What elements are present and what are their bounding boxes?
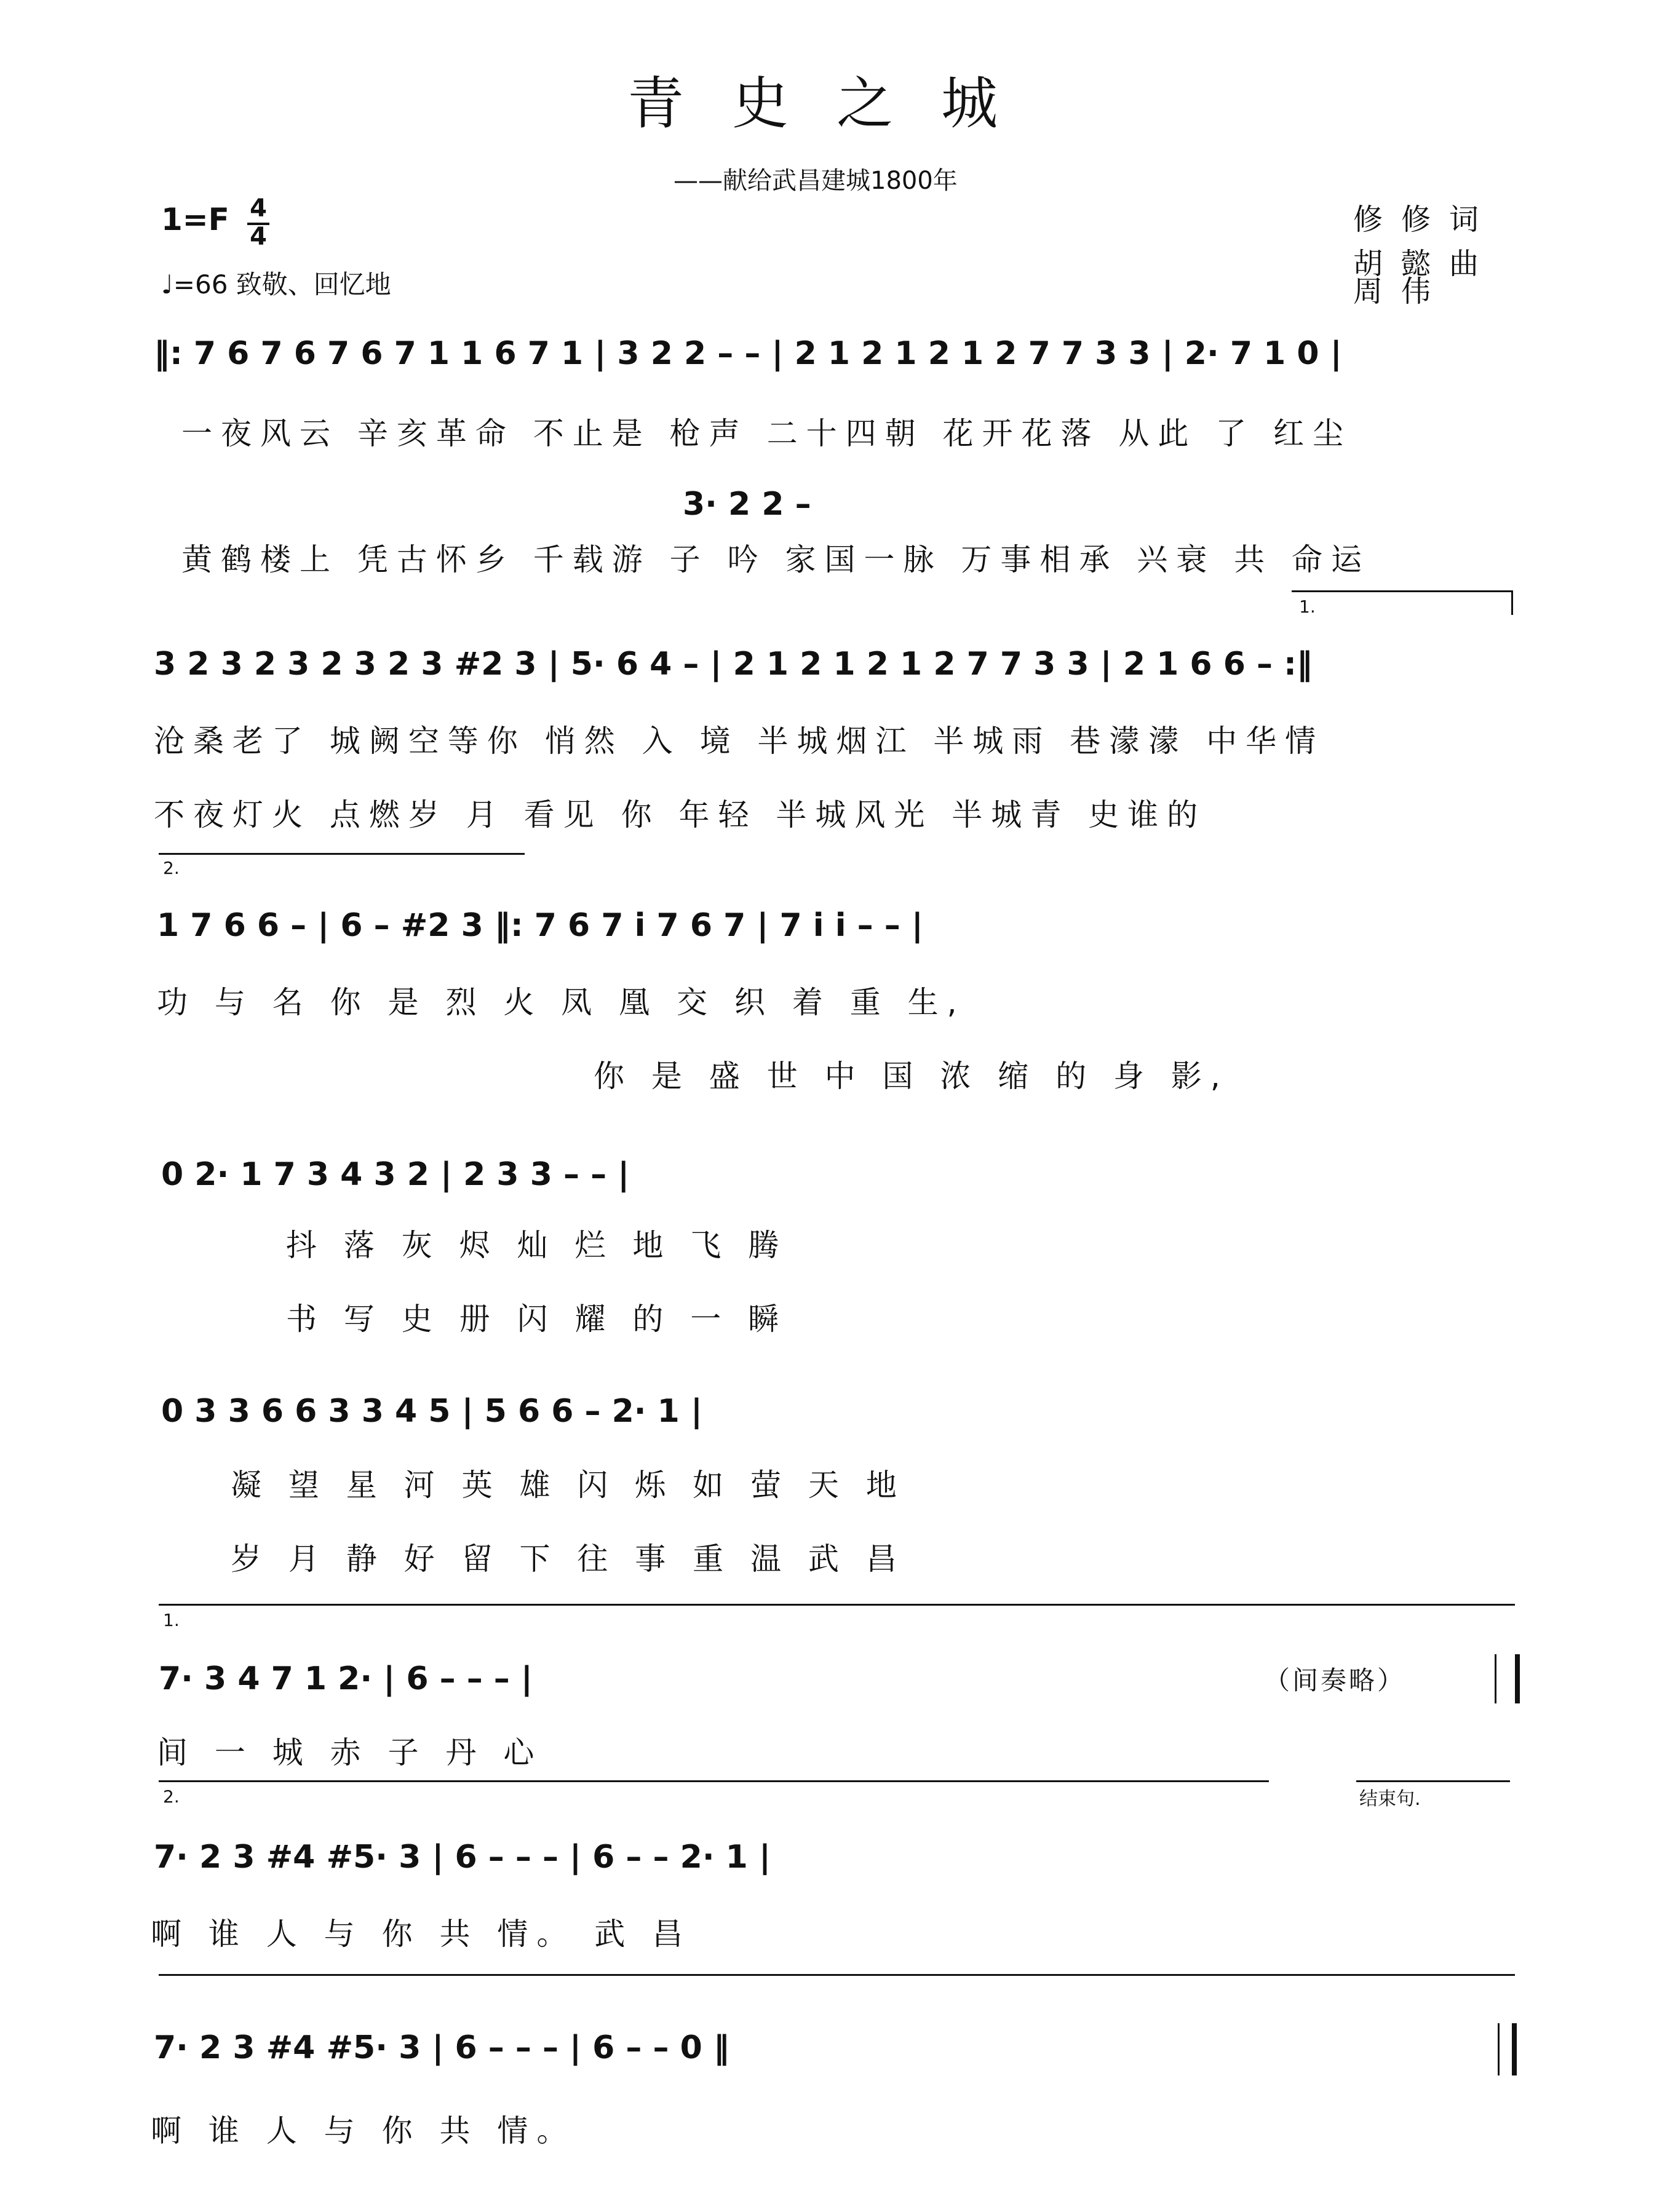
notation-line-9: 7· 2 3 #4 #5· 3 | 6 – – – | 6 – – 0 ‖ [154, 2029, 729, 2066]
notation-line-7: 7· 3 4 7 1 2· | 6 – – – | [159, 1660, 533, 1697]
lyric-line-1a: 一夜风云 辛亥革命 不止是 枪声 二十四朝 花开花落 从此 了 红尘 [181, 416, 1353, 451]
volta-bracket-1 [1292, 590, 1513, 592]
time-signature-bottom: 4 [250, 223, 267, 251]
volta-bracket-3 [159, 1604, 1515, 1606]
repeat-end-barline [1495, 1654, 1520, 1703]
volta-bracket-4 [159, 1780, 1269, 1782]
lyric-line-6b: 岁 月 静 好 留 下 往 事 重 温 武 昌 [231, 1541, 905, 1577]
lyricist-credit: 修修词 [1353, 202, 1498, 237]
time-signature-top: 4 [250, 194, 267, 223]
lyric-line-5a: 抖 落 灰 烬 灿 烂 地 飞 腾 [286, 1227, 788, 1263]
lyric-line-3b: 不夜灯火 点燃岁 月 看见 你 年轻 半城风光 半城青 史谁的 [154, 797, 1207, 833]
system-top-rule [159, 1974, 1515, 1976]
lyric-line-5b: 书 写 史 册 闪 耀 的 一 瞬 [286, 1301, 788, 1337]
lyric-line-2a: 黄鹤楼上 凭古怀乡 千载游 子 吟 家国一脉 万事相承 兴衰 共 命运 [181, 542, 1371, 577]
arranger-credit: 周伟 [1353, 274, 1450, 309]
key-signature: 1=F [161, 202, 229, 237]
notation-line-8: 7· 2 3 #4 #5· 3 | 6 – – – | 6 – – 2· 1 | [154, 1839, 771, 1876]
notation-line-6: 0 3 3 6 6 3 3 4 5 | 5 6 6 – 2· 1 | [161, 1393, 702, 1430]
final-barline [1498, 2023, 1517, 2075]
notation-line-5: 0 2· 1 7 3 4 3 2 | 2 3 3 – – | [161, 1156, 630, 1193]
volta-bracket-2 [159, 853, 525, 855]
lyric-line-7a: 间 一 城 赤 子 丹 心 [157, 1735, 543, 1770]
tempo-marking: ♩=66 致敬、回忆地 [161, 269, 391, 299]
interlude-note: （间奏略） [1264, 1665, 1406, 1695]
volta-first-label-2: 1. [163, 1610, 180, 1630]
page-title: 青史之城 [627, 71, 1046, 137]
notation-line-4: 1 7 6 6 – | 6 – #2 3 ‖: 7 6 7 i 7 6 7 | 7 i i – – | [157, 907, 923, 944]
volta-first-label-1: 1. [1299, 597, 1316, 617]
lyric-line-9a: 啊 谁 人 与 你 共 情。 [151, 2113, 576, 2149]
lyric-line-8a: 啊 谁 人 与 你 共 情。 武 昌 [151, 1916, 692, 1952]
page-subtitle: ——献给武昌建城1800年 [674, 167, 958, 195]
ending-bracket [1356, 1780, 1510, 1782]
lyric-line-3a: 沧桑老了 城阙空等你 悄然 入 境 半城烟江 半城雨 巷濛濛 中华情 [154, 723, 1325, 759]
lyric-line-4b: 你 是 盛 世 中 国 浓 缩 的 身 影, [594, 1058, 1229, 1094]
notation-line-1: ‖: 7 6 7 6 7 6 7 1 1 6 7 1 | 3 2 2 – – | 2 1 2 1 2 1 2 7 7 3 3 | 2· 7 1 0 | [154, 335, 1342, 372]
lyric-line-4a: 功 与 名 你 是 烈 火 凤 凰 交 织 着 重 生, [157, 985, 966, 1020]
lyric-line-6a: 凝 望 星 河 英 雄 闪 烁 如 萤 天 地 [231, 1467, 905, 1503]
volta-second-label-2: 2. [163, 1786, 180, 1807]
volta-second-label-1: 2. [163, 858, 180, 878]
ending-label: 结束句. [1359, 1788, 1421, 1810]
notation-line-2: 3· 2 2 – [683, 486, 811, 523]
composer-credit: 胡懿曲 [1353, 247, 1498, 281]
volta-bracket-1-right [1511, 590, 1513, 615]
notation-line-3: 3 2 3 2 3 2 3 2 3 #2 3 | 5· 6 4 – | 2 1 2 1 2 1 2 7 7 3 3 | 2 1 6 6 – :‖ [154, 646, 1313, 683]
